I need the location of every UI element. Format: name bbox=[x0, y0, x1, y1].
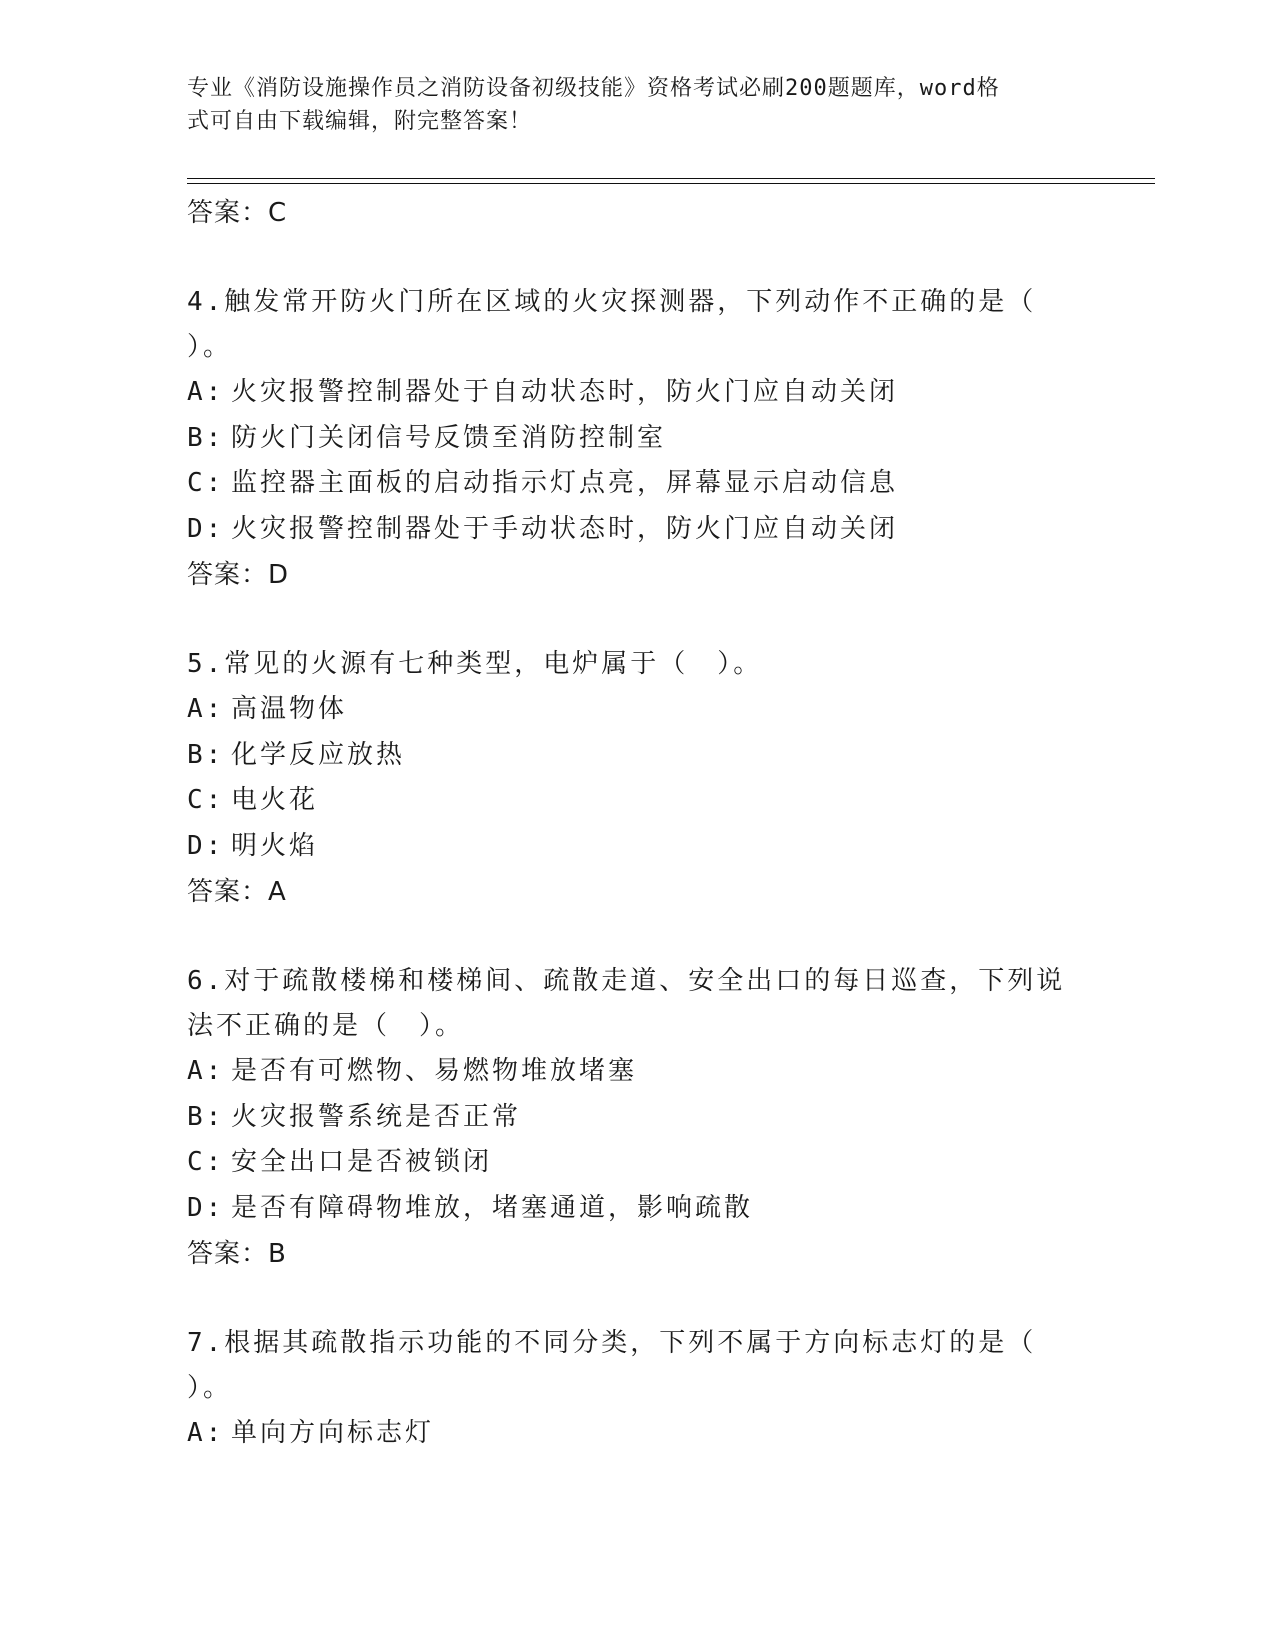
answer-option bbox=[187, 687, 1067, 733]
answer-option bbox=[187, 1095, 1067, 1141]
option-text: 单向方向标志灯 bbox=[231, 1418, 435, 1448]
answer-option bbox=[187, 824, 1067, 870]
document-header bbox=[187, 72, 1067, 138]
question-block bbox=[187, 959, 1067, 1277]
answer-option bbox=[187, 1049, 1067, 1095]
answer-line: 答案：D bbox=[187, 560, 290, 590]
option-text: 是否有障碍物堆放，堵塞通道，影响疏散 bbox=[231, 1192, 754, 1223]
option-letter: C: bbox=[187, 785, 225, 815]
answer-option bbox=[187, 370, 1067, 416]
question-block bbox=[187, 642, 1067, 915]
option-letter: A: bbox=[187, 694, 225, 724]
answer-option bbox=[187, 778, 1067, 824]
answer-option bbox=[187, 1186, 1067, 1232]
header-line-1: 专业《消防设施操作员之消防设备初级技能》资格考试必刷200题题库，word格 bbox=[187, 76, 1000, 101]
question-block bbox=[187, 280, 1067, 598]
option-text: 是否有可燃物、易燃物堆放堵塞 bbox=[231, 1056, 638, 1086]
option-letter: C: bbox=[187, 468, 225, 498]
option-letter: A: bbox=[187, 1418, 225, 1448]
option-letter: A: bbox=[187, 1056, 225, 1086]
option-text: 高温物体 bbox=[231, 694, 348, 724]
option-text: 电火花 bbox=[231, 785, 319, 815]
question-stem: 7.根据其疏散指示功能的不同分类，下列不属于方向标志灯的是（ ）。 bbox=[187, 1328, 1037, 1403]
header-divider-bottom bbox=[187, 183, 1155, 184]
option-letter: D: bbox=[187, 830, 225, 861]
option-letter: D: bbox=[187, 1192, 225, 1223]
header-line-2: 式可自由下载编辑，附完整答案！ bbox=[187, 109, 533, 134]
option-text: 明火焰 bbox=[231, 830, 319, 861]
option-letter: B: bbox=[187, 739, 225, 770]
questions-container bbox=[187, 280, 1067, 1457]
option-text: 防火门关闭信号反馈至消防控制室 bbox=[231, 422, 667, 453]
option-letter: D: bbox=[187, 513, 225, 544]
option-letter: C: bbox=[187, 1147, 225, 1177]
option-letter: A: bbox=[187, 377, 225, 407]
question-block bbox=[187, 1321, 1067, 1457]
answer-line: 答案：A bbox=[187, 877, 287, 907]
option-text: 火灾报警系统是否正常 bbox=[231, 1101, 522, 1132]
option-text: 安全出口是否被锁闭 bbox=[231, 1147, 493, 1177]
option-text: 火灾报警控制器处于手动状态时，防火门应自动关闭 bbox=[231, 513, 899, 544]
answer-line: 答案：B bbox=[187, 1239, 287, 1269]
option-letter: B: bbox=[187, 1101, 225, 1132]
option-text: 火灾报警控制器处于自动状态时，防火门应自动关闭 bbox=[231, 377, 899, 407]
question-stem: 4.触发常开防火门所在区域的火灾探测器，下列动作不正确的是（ ）。 bbox=[187, 287, 1037, 362]
question-stem: 6.对于疏散楼梯和楼梯间、疏散走道、安全出口的每日巡查，下列说法不正确的是（ ）。 bbox=[187, 966, 1066, 1041]
answer-line: 答案：C bbox=[187, 198, 288, 228]
question-stem: 5.常见的火源有七种类型，电炉属于（ ）。 bbox=[187, 649, 763, 679]
option-letter: B: bbox=[187, 422, 225, 453]
answer-option bbox=[187, 461, 1067, 507]
answer-option bbox=[187, 733, 1067, 779]
header-divider-top bbox=[187, 178, 1155, 179]
question-list bbox=[187, 190, 1067, 1457]
option-text: 监控器主面板的启动指示灯点亮，屏幕显示启动信息 bbox=[231, 468, 899, 498]
answer-option bbox=[187, 1140, 1067, 1186]
answer-option bbox=[187, 507, 1067, 553]
answer-option bbox=[187, 416, 1067, 462]
option-text: 化学反应放热 bbox=[231, 739, 406, 770]
answer-option bbox=[187, 1411, 1067, 1457]
